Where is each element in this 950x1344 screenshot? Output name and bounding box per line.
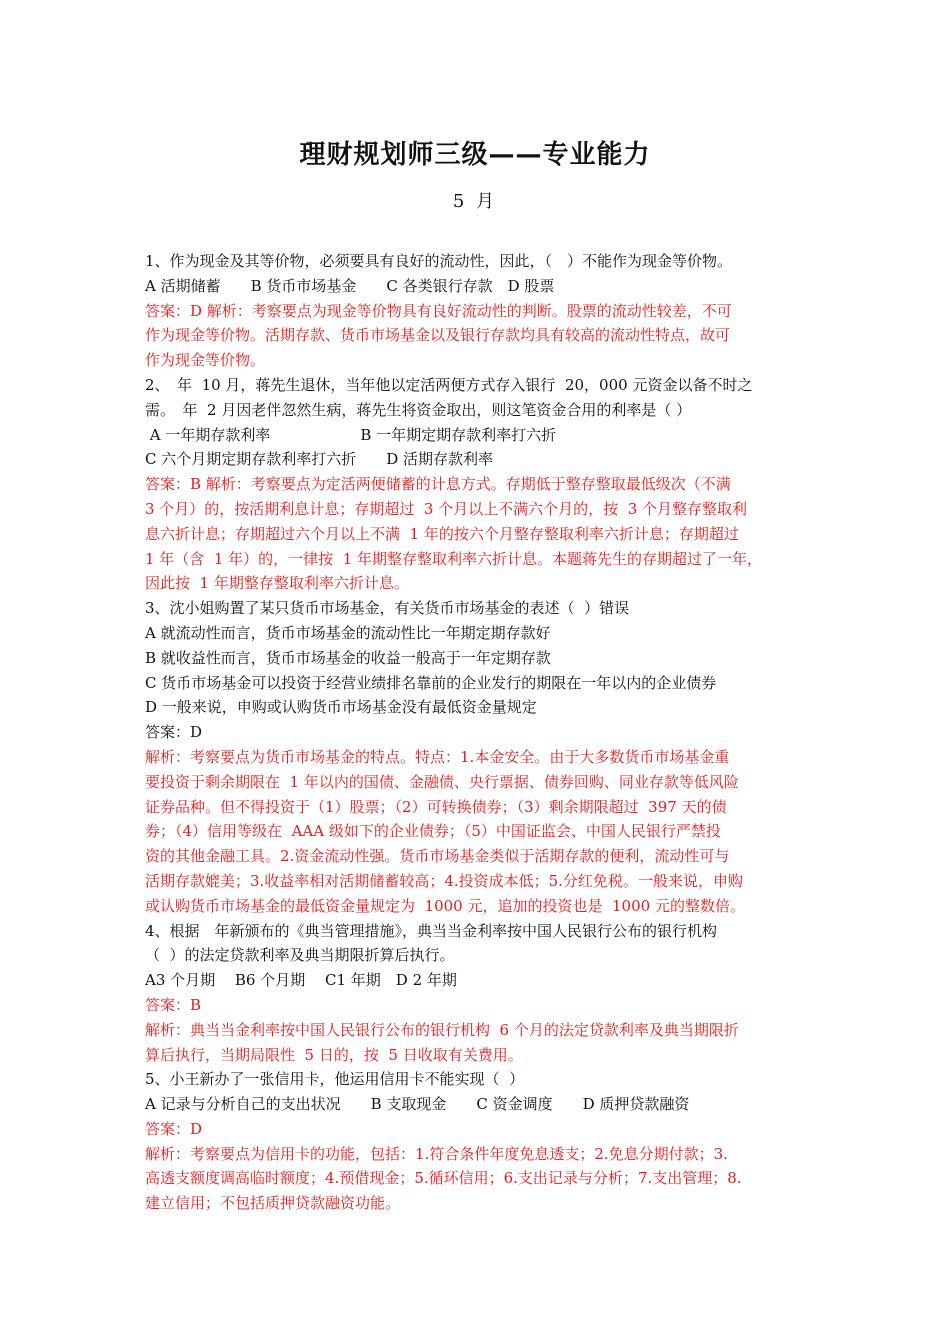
answer-line: 资的其他金融工具。2.资金流动性强。货币市场基金类似于活期存款的便利，流动性可与 — [145, 847, 730, 866]
answer-line: 1 年（含 1 年）的，一律按 1 年期整存整取利率六折计息。本题蒋先生的存期超过了一年， — [145, 549, 763, 568]
question-line: 答案：D — [145, 723, 203, 742]
question-line: 3、沈小姐购置了某只货币市场基金，有关货币市场基金的表述（ ）错误 — [145, 599, 630, 618]
answer-line: 要投资于剩余期限在 1 年以内的国债、金融债、央行票据、债券回购、同业存款等低风险 — [145, 772, 739, 791]
question-line: D 一般来说，申购或认购货币市场基金没有最低资金量规定 — [145, 698, 537, 717]
answer-line: 高透支额度调高临时额度；4.预借现金；5.循环信用；6.支出记录与分析；7.支出管理；8. — [145, 1169, 742, 1188]
question-line: A 活期储蓄 B 货币市场基金 C 各类银行存款 D 股票 — [145, 276, 555, 295]
answer-line: 答案：B — [145, 995, 202, 1014]
question-line: A 记录与分析自己的支出状况 B 支取现金 C 资金调度 D 质押贷款融资 — [145, 1095, 690, 1114]
question-line: C 货币市场基金可以投资于经营业绩排名靠前的企业发行的期限在一年以内的企业债券 — [145, 673, 717, 692]
answer-line: 券；（4）信用等级在 AAA 级如下的企业债券；（5）中国证监会、中国人民银行严禁投 — [145, 822, 721, 841]
answer-line: 息六折计息；存期超过六个月以上不满 1 年的按六个月整存整取利率六折计息；存期超过 — [145, 524, 739, 543]
answer-line: 解析：考察要点为货币市场基金的特点。特点：1.本金安全。由于大多数货币市场基金重 — [145, 747, 730, 766]
answer-line: 答案：B 解析：考察要点为定活两便储蓄的计息方式。存期低于整存整取最低级次（不满 — [145, 475, 731, 494]
question-line: 2、 年 10 月，蒋先生退休，当年他以定活两便方式存入银行 20，000 元资金以备不时之 — [145, 375, 753, 394]
document-subtitle: 5 月 — [452, 191, 498, 212]
answer-line: 建立信用；不包括质押贷款融资功能。 — [145, 1194, 401, 1213]
answer-line: 算后执行，当期局限性 5 日的，按 5 日收取有关费用。 — [145, 1045, 523, 1064]
answer-line: 答案：D — [145, 1119, 203, 1138]
question-line: 需。 年 2 月因老伴忽然生病，蒋先生将资金取出，则这笔资金合用的利率是（ ） — [145, 400, 692, 419]
answer-line: 活期存款媲美；3.收益率相对活期储蓄较高；4.投资成本低；5.分红免税。一般来说，申购 — [145, 871, 743, 890]
answer-line: 因此按 1 年期整存整取利率六折计息。 — [145, 574, 409, 593]
document-title: 理财规划师三级——专业能力 — [299, 140, 651, 170]
question-line: C 六个月期定期存款利率打六折 D 活期存款利率 — [145, 450, 494, 469]
answer-line: 作为现金等价物。 — [145, 351, 266, 370]
answer-line: 或认购货币市场基金的最低资金量规定为 1000 元，追加的投资也是 1000 元的整数倍。 — [145, 896, 745, 915]
question-line: 5、小王新办了一张信用卡，他运用信用卡不能实现（ ） — [145, 1070, 525, 1089]
answer-line: 解析：考察要点为信用卡的功能，包括：1.符合条件年度免息透支；2.免息分期付款；3. — [145, 1144, 728, 1163]
answer-line: 证券品种。但不得投资于（1）股票；（2）可转换债券；（3）剩余期限超过 397 天的债 — [145, 797, 727, 816]
answer-line: 3 个月）的，按活期利息计息；存期超过 3 个月以上不满六个月的，按 3 个月整存整取利 — [145, 499, 748, 518]
question-line: A 一年期存款利率 B 一年期定期存款利率打六折 — [145, 425, 557, 444]
question-line: 4、根据 年新颁布的《典当管理措施》，典当当金利率按中国人民银行公布的银行机构 — [145, 921, 718, 940]
document-body — [145, 249, 820, 1216]
answer-line: 作为现金等价物。活期存款、货币市场基金以及银行存款均具有较高的流动性特点，故可 — [145, 326, 731, 345]
answer-line: 答案：D 解析：考察要点为现金等价物具有良好流动性的判断。股票的流动性较差，不可 — [145, 301, 732, 320]
question-line: A 就流动性而言，货币市场基金的流动性比一年期定期存款好 — [145, 623, 551, 642]
question-line: B 就收益性而言，货币市场基金的收益一般高于一年定期存款 — [145, 648, 551, 667]
question-line: （ ）的法定贷款利率及典当期限折算后执行。 — [145, 946, 455, 965]
question-line: 1、作为现金及其等价物，必须要具有良好的流动性，因此，（ ）不能作为现金等价物。 — [145, 252, 733, 270]
question-line: A3 个月期 B6 个月期 C1 年期 D 2 年期 — [145, 971, 457, 990]
answer-line: 解析：典当当金利率按中国人民银行公布的银行机构 6 个月的法定贷款利率及典当期限折 — [145, 1020, 739, 1039]
